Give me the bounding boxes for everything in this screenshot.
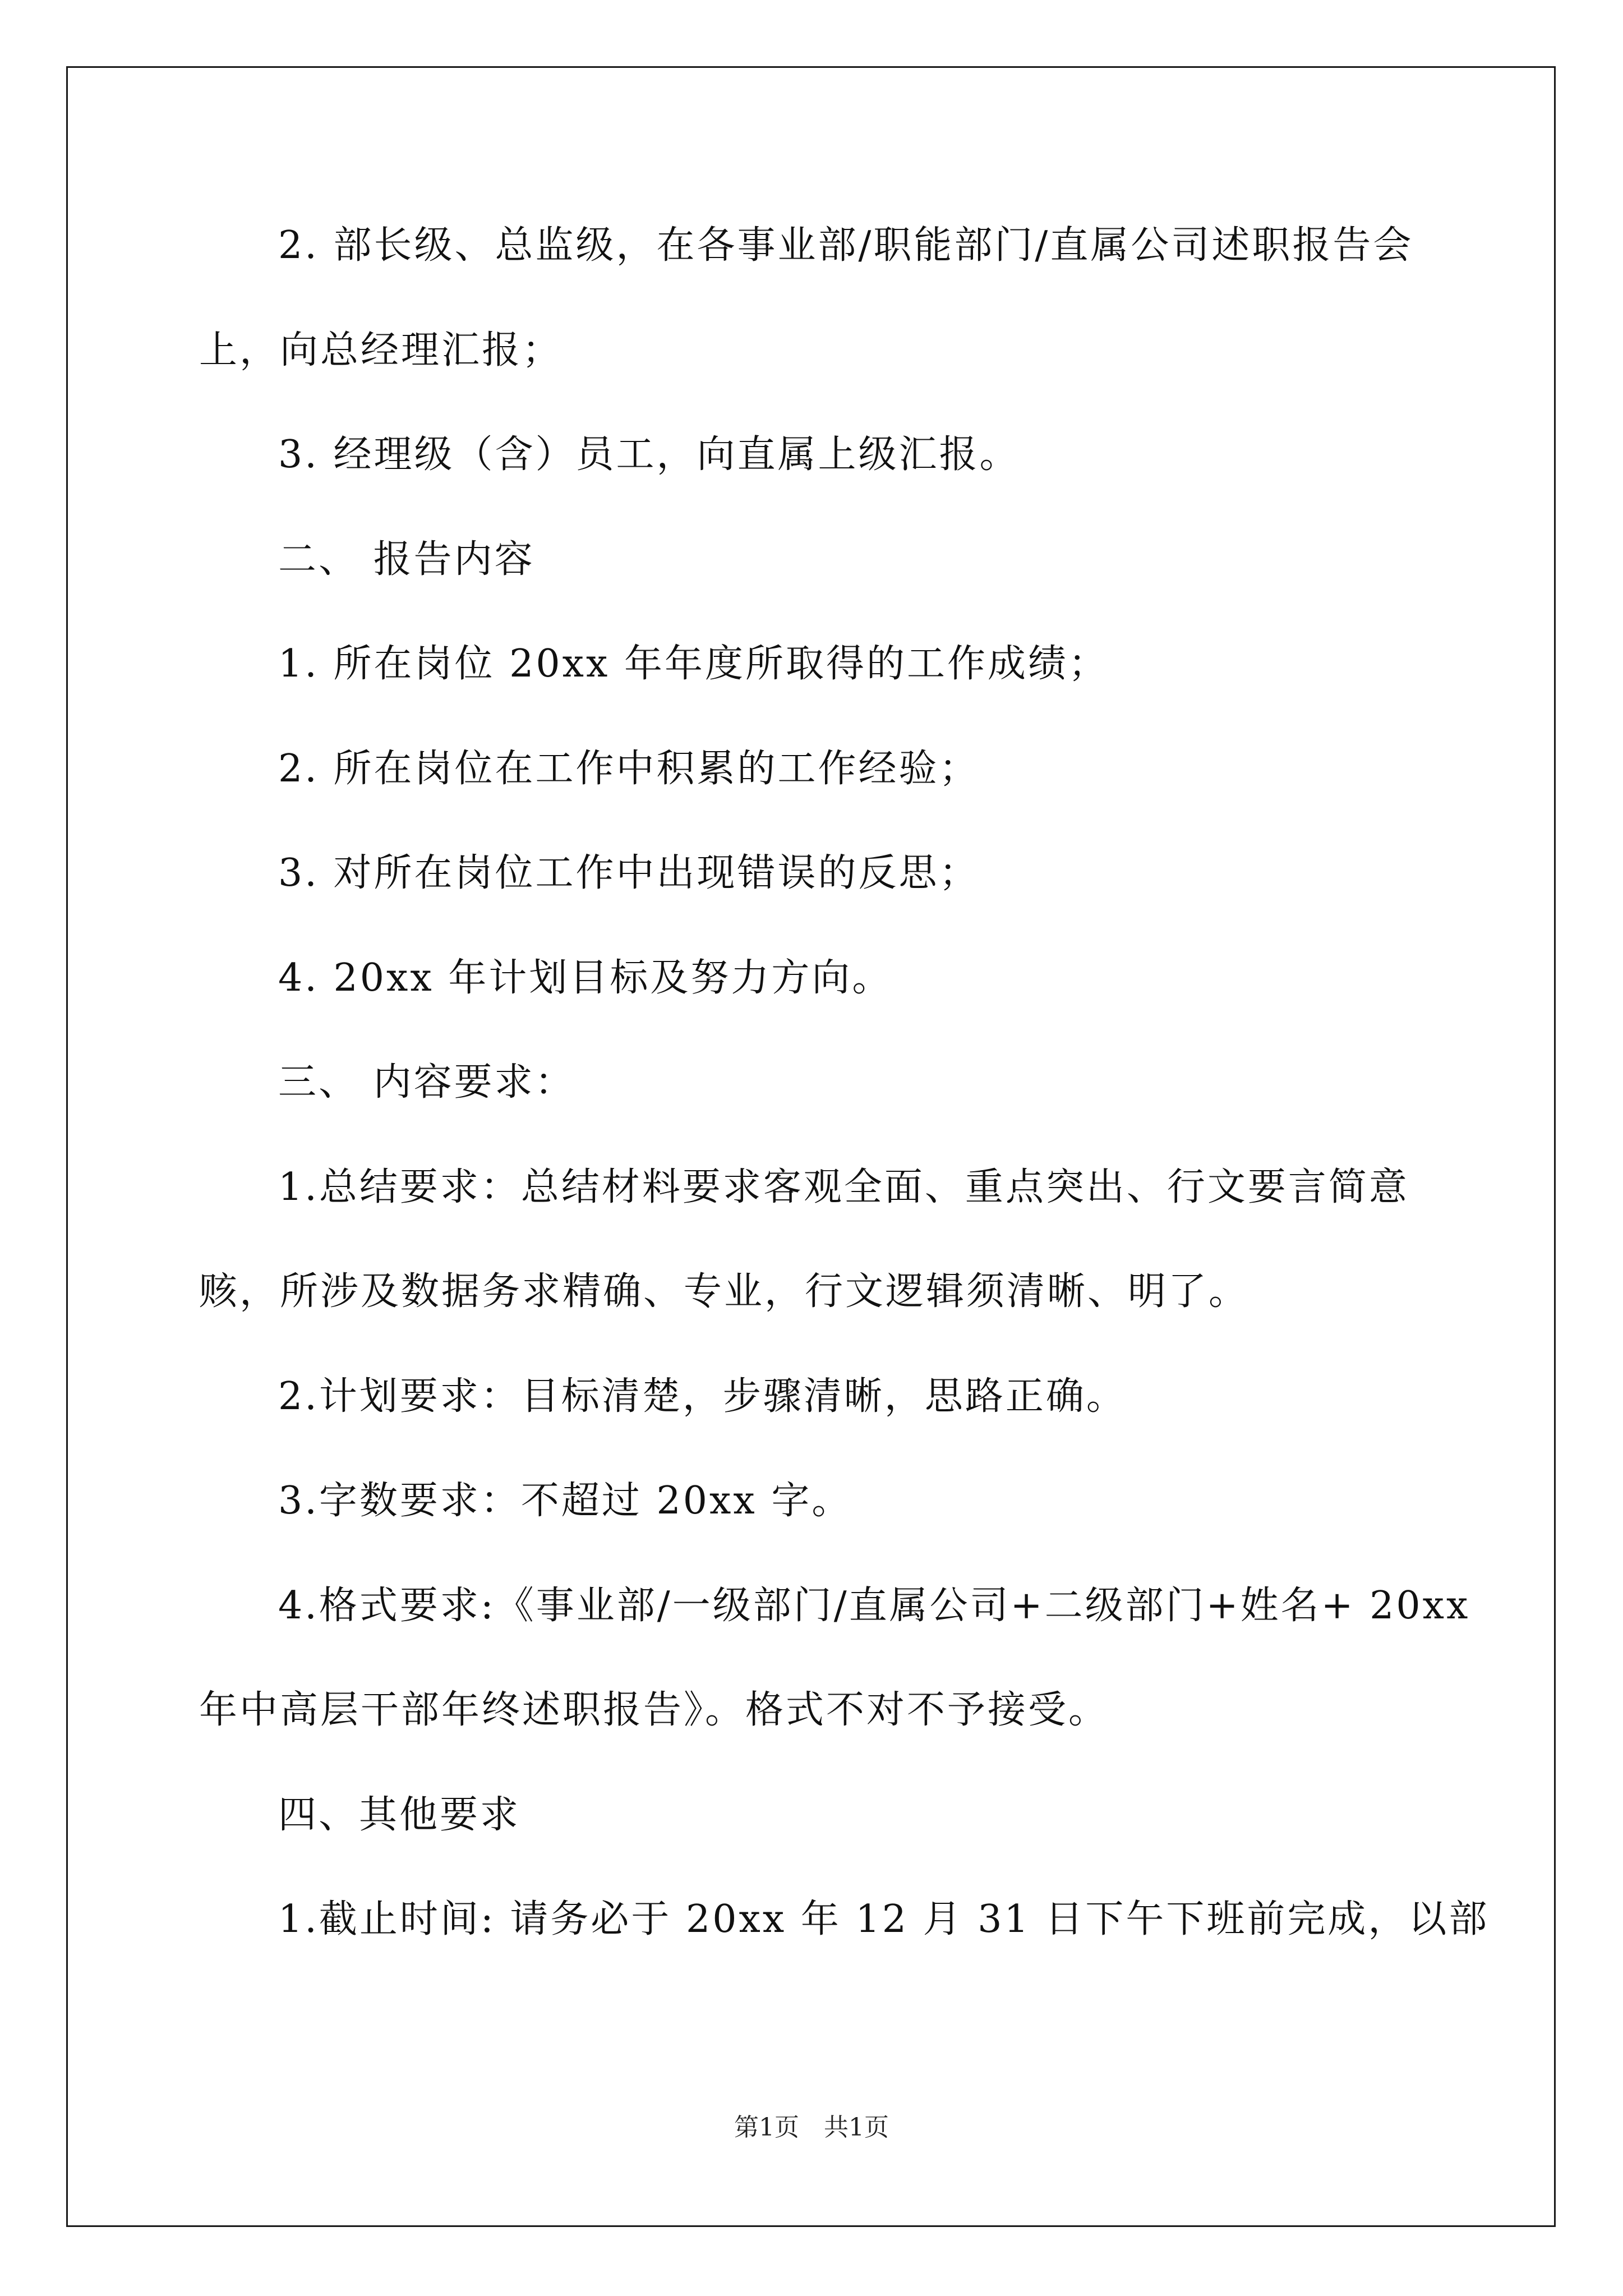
document-line: 1.截止时间: 请务必于 20xx 年 12 月 31 日下午下班前完成，以部	[278, 1897, 1490, 1941]
document-line: 1. 所在岗位 20xx 年年度所取得的工作成绩；	[278, 642, 1109, 686]
document-line: 2.计划要求：目标清楚，步骤清晰，思路正确。	[278, 1374, 1127, 1419]
document-line: 赅，所涉及数据务求精确、专业，行文逻辑须清晰、明了。	[199, 1269, 1249, 1314]
document-line: 3.字数要求：不超过 20xx 字。	[278, 1479, 852, 1523]
document-line: 3. 对所在岗位工作中出现错误的反思；	[278, 851, 980, 895]
document-line: 2. 所在岗位在工作中积累的工作经验；	[278, 747, 980, 791]
document-line: 四、其他要求	[278, 1793, 521, 1837]
document-line: 4. 20xx 年计划目标及努力方向。	[278, 956, 893, 1000]
document-line: 4.格式要求:《事业部/一级部门/直属公司+二级部门+姓名+ 20xx	[278, 1584, 1470, 1628]
page-footer: 第1页 共1页	[734, 2113, 889, 2142]
document-line: 年中高层干部年终述职报告》。格式不对不予接受。	[199, 1688, 1109, 1732]
document-line: 3. 经理级（含）员工，向直属上级汇报。	[278, 432, 1020, 477]
document-line: 2. 部长级、总监级，在各事业部/职能部门/直属公司述职报告会	[278, 223, 1414, 268]
document-line: 三、 内容要求：	[278, 1060, 575, 1105]
document-line: 上，向总经理汇报；	[199, 328, 563, 372]
document-line: 二、 报告内容	[278, 537, 535, 582]
document-line: 1.总结要求：总结材料要求客观全面、重点突出、行文要言简意	[278, 1165, 1409, 1209]
